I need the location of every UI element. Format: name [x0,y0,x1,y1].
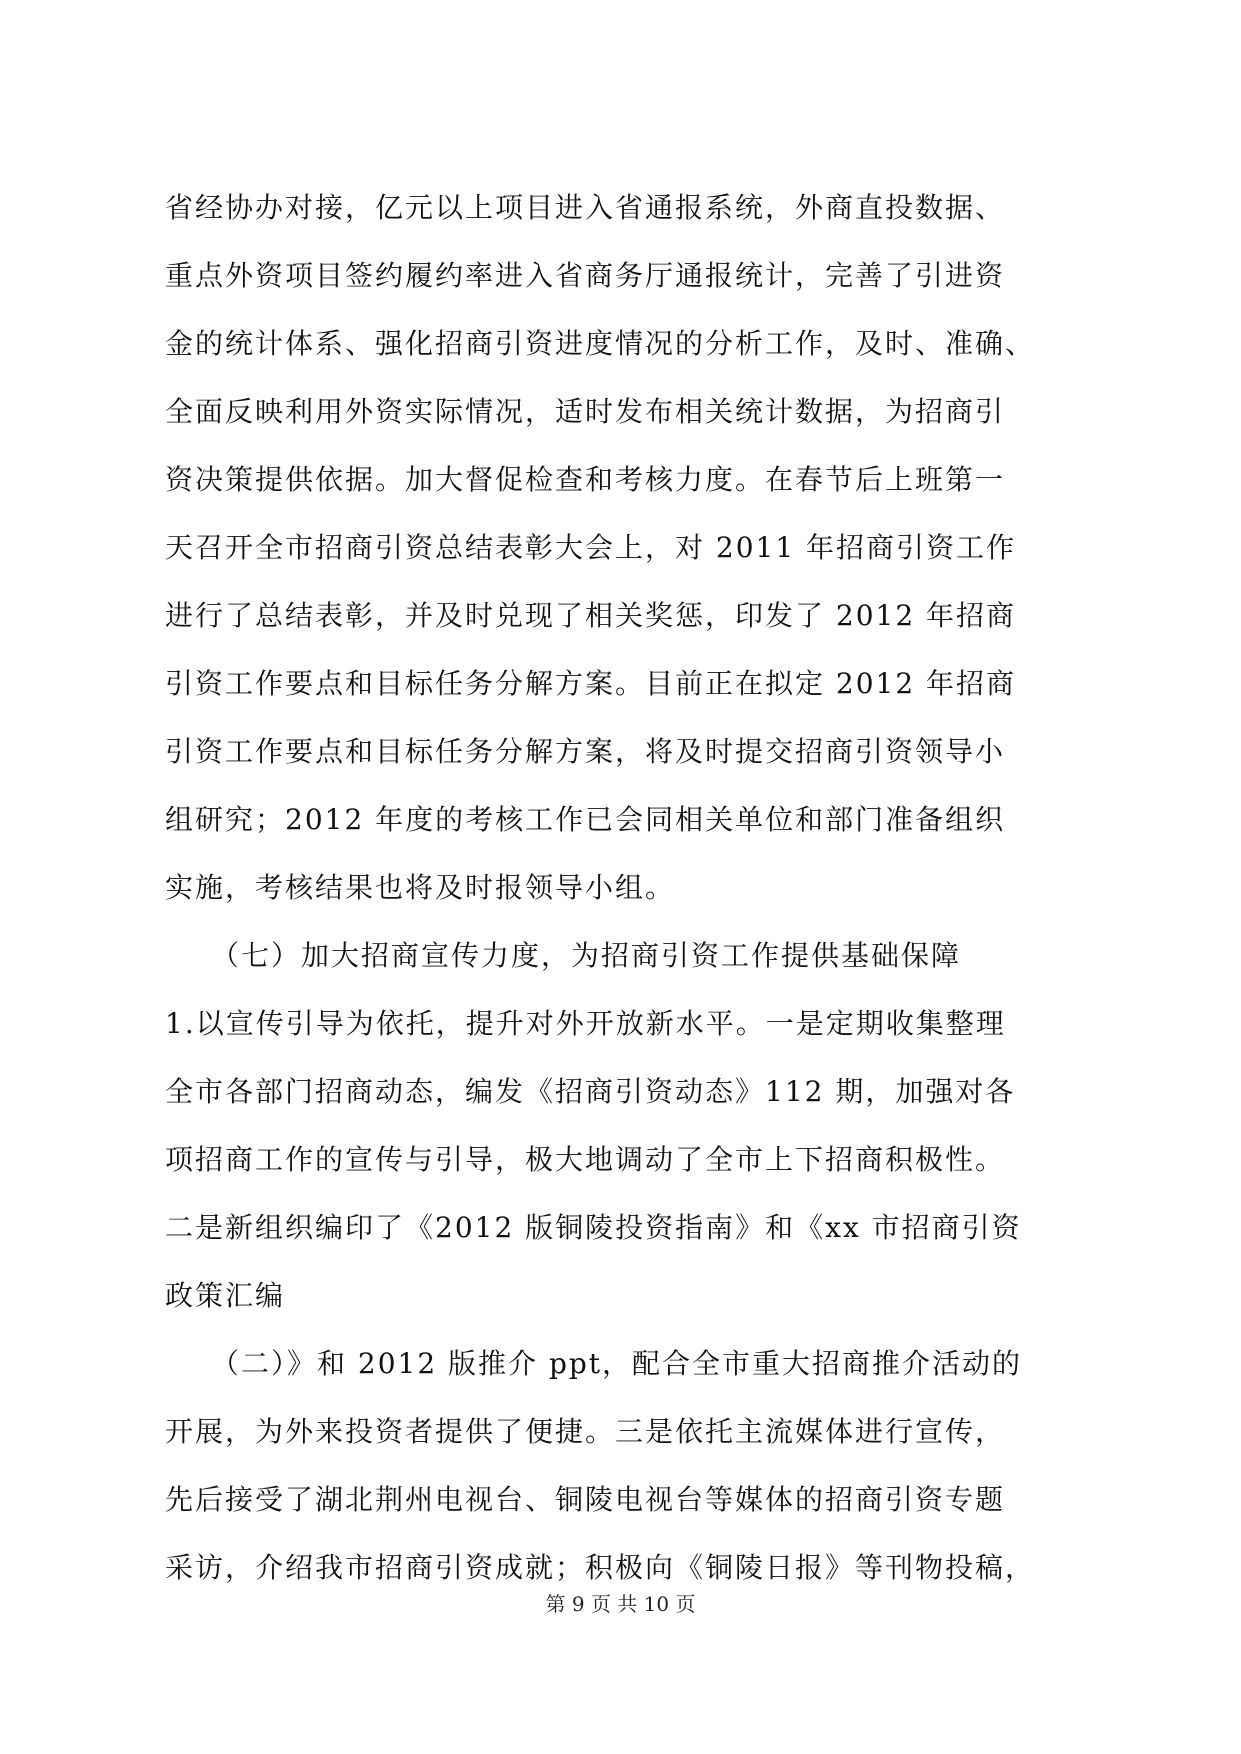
text-line: 二是新组织编印了《2012 版铜陵投资指南》和《xx 市招商引资 [165,1211,1022,1244]
page-number-footer: 第 9 页 共 10 页 [545,1592,696,1616]
text-line: 引资工作要点和目标任务分解方案。目前正在拟定 2012 年招商 [165,667,1017,700]
text-line: 引资工作要点和目标任务分解方案，将及时提交招商引资领导小 [165,735,1006,768]
section-heading: （七）加大招商宣传力度，为招商引资工作提供基础保障 [165,939,962,972]
text-line: 资决策提供依据。加大督促检查和考核力度。在春节后上班第一 [165,463,1006,496]
text-line: 全市各部门招商动态，编发《招商引资动态》112 期，加强对各 [165,1075,1016,1108]
body-text [165,174,1085,1602]
text-line: 实施，考核结果也将及时报领导小组。 [165,871,676,904]
text-line: 省经协办对接，亿元以上项目进入省通报系统，外商直投数据、 [165,191,1006,224]
text-line: 开展，为外来投资者提供了便捷。三是依托主流媒体进行宣传， [165,1415,1006,1448]
text-line: 项招商工作的宣传与引导，极大地调动了全市上下招商积极性。 [165,1143,1006,1176]
text-line: 先后接受了湖北荆州电视台、铜陵电视台等媒体的招商引资专题 [165,1483,1006,1516]
text-line: （二）》和 2012 版推介 ppt，配合全市重大招商推介活动的 [165,1347,1023,1380]
text-line: 采访，介绍我市招商引资成就；积极向《铜陵日报》等刊物投稿， [165,1551,1036,1584]
text-line: 政策汇编 [165,1279,286,1312]
text-line: 进行了总结表彰，并及时兑现了相关奖惩，印发了 2012 年招商 [165,599,1017,632]
text-line: 组研究；2012 年度的考核工作已会同相关单位和部门准备组织 [165,803,1006,836]
text-line: 天召开全市招商引资总结表彰大会上，对 2011 年招商引资工作 [165,531,1017,564]
text-line: 重点外资项目签约履约率进入省商务厅通报统计，完善了引进资 [165,259,1006,292]
text-line: 1.以宣传引导为依托，提升对外开放新水平。一是定期收集整理 [165,1007,1006,1040]
text-line: 金的统计体系、强化招商引资进度情况的分析工作，及时、准确、 [165,327,1036,360]
text-line: 全面反映利用外资实际情况，适时发布相关统计数据，为招商引 [165,395,1006,428]
